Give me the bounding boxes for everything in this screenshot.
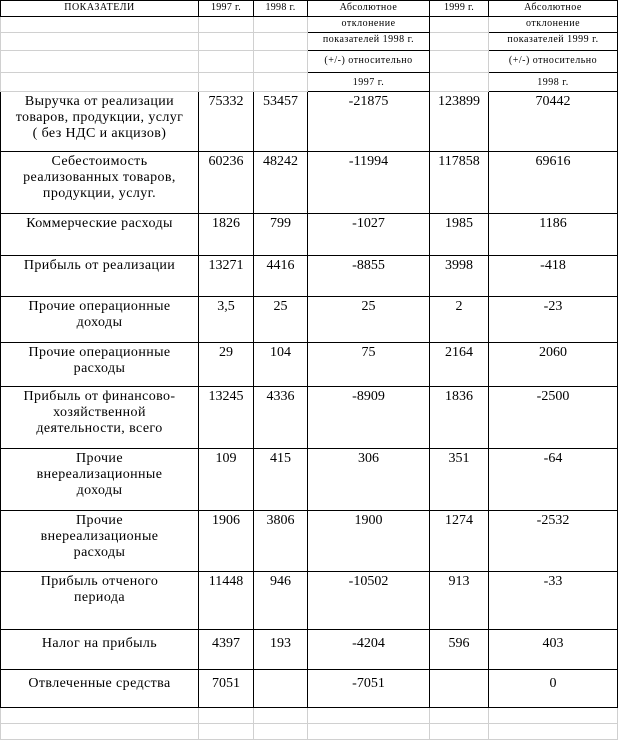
cell-dev98: -7051	[308, 670, 430, 708]
cell-1999: 117858	[430, 152, 489, 214]
header-dev99-line1: Абсолютное	[489, 1, 618, 17]
cell-1999: 2	[430, 297, 489, 343]
cell-1999: 1985	[430, 214, 489, 256]
cell-dev99: 69616	[489, 152, 618, 214]
cell-dev99: -64	[489, 449, 618, 511]
table-row	[1, 343, 618, 387]
cell-1999: 913	[430, 572, 489, 630]
cell-1998: 193	[254, 630, 308, 670]
cell-dev98: -21875	[308, 92, 430, 152]
cell-dev99: -418	[489, 256, 618, 297]
cell-dev98: 25	[308, 297, 430, 343]
header-cell-empty	[430, 17, 489, 33]
empty-cell	[308, 724, 430, 740]
cell-1997: 1826	[199, 214, 254, 256]
header-cell-empty	[1, 33, 199, 51]
header-cell-empty	[430, 51, 489, 73]
empty-cell	[1, 708, 199, 724]
header-dev98-line3: показателей 1998 г.	[308, 33, 430, 51]
cell-1997: 3,5	[199, 297, 254, 343]
header-dev99-line2: отклонение	[489, 17, 618, 33]
row-label: Прибыль от реализации	[1, 256, 199, 297]
cell-dev99: 2060	[489, 343, 618, 387]
table-row	[1, 387, 618, 449]
cell-dev99: -33	[489, 572, 618, 630]
header-cell-empty	[254, 17, 308, 33]
empty-cell	[254, 724, 308, 740]
table-row	[1, 92, 618, 152]
cell-dev99: -2500	[489, 387, 618, 449]
row-label: Налог на прибыль	[1, 630, 199, 670]
cell-dev99: 1186	[489, 214, 618, 256]
cell-1997: 75332	[199, 92, 254, 152]
cell-1999: 1836	[430, 387, 489, 449]
cell-1997: 7051	[199, 670, 254, 708]
cell-1998: 946	[254, 572, 308, 630]
header-dev99-line5: 1998 г.	[489, 73, 618, 92]
cell-dev98: -10502	[308, 572, 430, 630]
cell-1999: 351	[430, 449, 489, 511]
cell-1997: 60236	[199, 152, 254, 214]
table-row	[1, 630, 618, 670]
cell-dev98: -8855	[308, 256, 430, 297]
cell-dev98: -8909	[308, 387, 430, 449]
header-cell-empty	[254, 51, 308, 73]
row-label: Прочие операционные расходы	[1, 343, 199, 387]
header-cell-empty	[430, 73, 489, 92]
cell-1999: 1274	[430, 511, 489, 572]
empty-cell	[254, 708, 308, 724]
row-label: Прочие операционные доходы	[1, 297, 199, 343]
cell-1998: 53457	[254, 92, 308, 152]
empty-cell	[1, 724, 199, 740]
header-cell-empty	[430, 33, 489, 51]
cell-1997: 11448	[199, 572, 254, 630]
row-label: Прибыль отченого периода	[1, 572, 199, 630]
empty-cell	[430, 724, 489, 740]
row-label: Коммерческие расходы	[1, 214, 199, 256]
header-dev98-line1: Абсолютное	[308, 1, 430, 17]
cell-dev98: -1027	[308, 214, 430, 256]
cell-1997: 4397	[199, 630, 254, 670]
cell-1997: 109	[199, 449, 254, 511]
row-label: Прочие внереализационые расходы	[1, 511, 199, 572]
empty-cell	[430, 708, 489, 724]
cell-1999: 2164	[430, 343, 489, 387]
row-label: Прибыль от финансово- хозяйственной деятельности, всего	[1, 387, 199, 449]
header-cell-empty	[199, 17, 254, 33]
cell-dev99: -2532	[489, 511, 618, 572]
header-indicators: ПОКАЗАТЕЛИ	[1, 1, 199, 17]
header-dev99-line3: показателей 1999 г.	[489, 33, 618, 51]
header-cell-empty	[1, 73, 199, 92]
header-dev98-line5: 1997 г.	[308, 73, 430, 92]
header-dev98-line4: (+/-) относительно	[308, 51, 430, 73]
table-row	[1, 214, 618, 256]
cell-dev99: -23	[489, 297, 618, 343]
cell-dev98: -11994	[308, 152, 430, 214]
table-row	[1, 152, 618, 214]
cell-1998	[254, 670, 308, 708]
cell-1999	[430, 670, 489, 708]
cell-dev98: 306	[308, 449, 430, 511]
cell-1999: 3998	[430, 256, 489, 297]
header-cell-empty	[1, 17, 199, 33]
cell-1997: 13271	[199, 256, 254, 297]
cell-1998: 48242	[254, 152, 308, 214]
header-dev99-line4: (+/-) относительно	[489, 51, 618, 73]
cell-1999: 123899	[430, 92, 489, 152]
cell-dev99: 403	[489, 630, 618, 670]
cell-dev99: 70442	[489, 92, 618, 152]
cell-1998: 4416	[254, 256, 308, 297]
table-row	[1, 256, 618, 297]
table-row	[1, 511, 618, 572]
cell-1997: 1906	[199, 511, 254, 572]
header-1999: 1999 г.	[430, 1, 489, 17]
cell-dev98: 75	[308, 343, 430, 387]
header-cell-empty	[199, 51, 254, 73]
table-row	[1, 670, 618, 708]
cell-1997: 13245	[199, 387, 254, 449]
cell-1997: 29	[199, 343, 254, 387]
cell-1998: 104	[254, 343, 308, 387]
empty-cell	[199, 708, 254, 724]
empty-cell	[308, 708, 430, 724]
cell-1999: 596	[430, 630, 489, 670]
row-label: Отвлеченные средства	[1, 670, 199, 708]
table-row	[1, 572, 618, 630]
table-row	[1, 297, 618, 343]
header-cell-empty	[254, 33, 308, 51]
row-label: Себестоимость реализованных товаров, продукции, услуг.	[1, 152, 199, 214]
cell-1998: 3806	[254, 511, 308, 572]
empty-cell	[489, 724, 618, 740]
header-dev98-line2: отклонение	[308, 17, 430, 33]
header-cell-empty	[254, 73, 308, 92]
header-cell-empty	[1, 51, 199, 73]
row-label: Выручка от реализации товаров, продукции, услуг ( без НДС и акцизов)	[1, 92, 199, 152]
cell-1998: 415	[254, 449, 308, 511]
cell-dev98: -4204	[308, 630, 430, 670]
row-label: Прочие внереализационные доходы	[1, 449, 199, 511]
cell-dev99: 0	[489, 670, 618, 708]
table-row	[1, 449, 618, 511]
cell-1998: 25	[254, 297, 308, 343]
header-cell-empty	[199, 33, 254, 51]
cell-dev98: 1900	[308, 511, 430, 572]
empty-cell	[199, 724, 254, 740]
cell-1998: 4336	[254, 387, 308, 449]
empty-cell	[489, 708, 618, 724]
header-1998: 1998 г.	[254, 1, 308, 17]
cell-1998: 799	[254, 214, 308, 256]
header-cell-empty	[199, 73, 254, 92]
header-1997: 1997 г.	[199, 1, 254, 17]
